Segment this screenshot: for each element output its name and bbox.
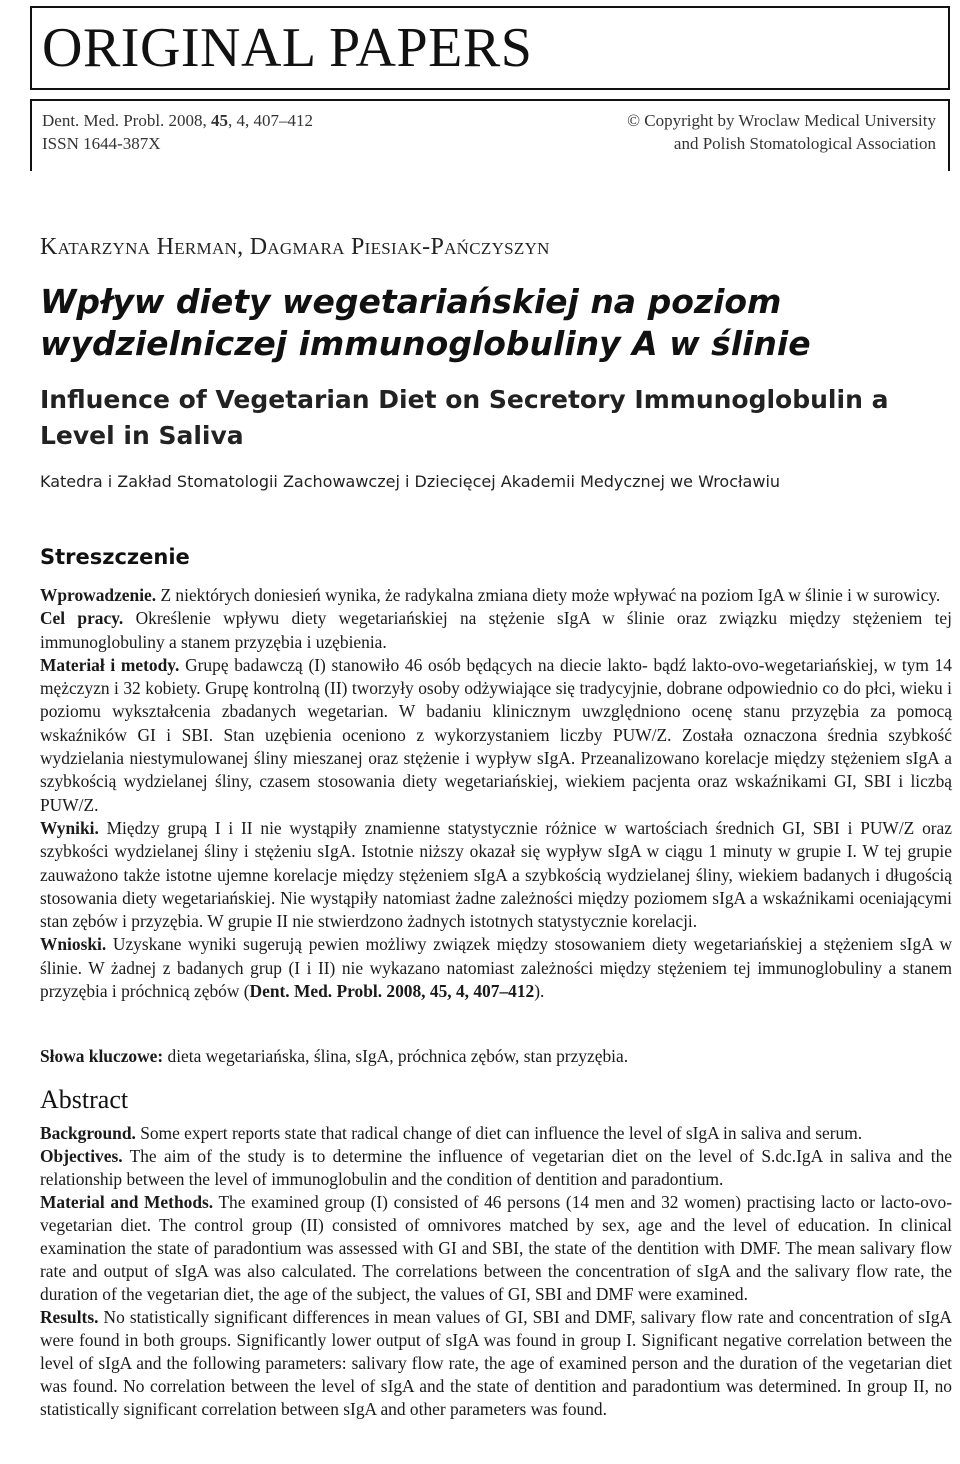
section-text: The aim of the study is to determine the influence of vegetarian diet on the level of S.dc.IgA in saliva and the relationship between the level of immunoglobulin and the condition of dentition and paradontium. <box>40 1146 952 1189</box>
section-text: Między grupą I i II nie wystąpiły znamienne statystycznie różnice w wartościach średnich GI, SBI i PUW/Z oraz szybkości wydzielanej śliny i stężeniu sIgA. Istotnie niższy okazał się wypływ sIgA w ciągu 1 minuty w grupie I. W tej grupie zauważono także istotne ujemne korelacje między stężeniem sIgA a szybkością wydzielanej śliny, wiekiem badanych i długością stosowania diety wegetariańskiej. Nie wystąpiły natomiast żadne zależności między poziomem sIgA a wskaźnikami oceniającymi stan zębów i przyzębia. W grupie II nie stwierdzono żadnych istotnych statystycznie korelacji. <box>40 817 952 932</box>
section-label: Wnioski. <box>40 934 107 955</box>
section-text: The examined group (I) consisted of 46 persons (14 men and 32 women) practising lacto or lacto-ovo-vegetarian diet. The control group (II) consisted of omnivores matched by sex, age and the level of education. In clinical examination the state of paradontium was assessed with GI and SBI, the state of the dentition with DMF. The mean salivary flow rate and output of sIgA was also calculated. The correlations between the concentration of sIgA and the salivary flow rate, the duration of the vegetarian diet, the age of the subject, the values of GI, SBI and DMF were examined. <box>40 1192 952 1304</box>
section-label: Results. <box>40 1307 99 1327</box>
streszczenie-section-results <box>40 817 952 933</box>
section-text: Określenie wpływu diety wegetariańskiej na stężenie sIgA w ślinie oraz związku między stężeniem tej immunoglobuliny a stanem przyzębia i uzębienia. <box>40 608 952 652</box>
author-affiliation: Katedra i Zakład Stomatologii Zachowawczej i Dziecięcej Akademii Medycznej we Wrocławiu <box>40 472 781 491</box>
abstract-section-results <box>40 1306 952 1421</box>
abstract-section-methods <box>40 1191 952 1306</box>
journal-name: Dent. Med. Probl. 2008, <box>42 111 212 130</box>
section-title: ORIGINAL PAPERS <box>42 17 533 79</box>
copyright-line2: and Polish Stomatological Association <box>673 134 936 153</box>
streszczenie-section-methods <box>40 654 952 817</box>
section-label: Wyniki. <box>40 817 99 838</box>
article-title-english: Influence of Vegetarian Diet on Secretory Immunoglobulin a Level in Saliva <box>40 385 889 450</box>
section-text: Grupę badawczą (I) stanowiło 46 osób będących na diecie lakto- bądź lakto-ovo-wegetariańskiej, w tym 14 mężczyzn i 32 kobiety. Grupę kontrolną (II) tworzyły osoby odżywiające się tradycyjnie, dobrane odpowiednio co do płci, wieku i poziomu wykształcenia zbadanych wegetarian. W badaniu klinicznym uwzględniono ocenę stanu przyzębia za pomocą wskaźników GI i SBI. Stan uzębienia oceniono z wykorzystaniem liczby PUW/Z. Została oznaczona średnia szybkość wydzielania niestymulowanej śliny mieszanej oraz stężenie i wypływ sIgA. Przeanalizowano korelacje między stężeniem sIgA a szybkością wydzielanej śliny, czasem stosowania diety wegetariańskiej, wiekiem pacjenta oraz wskaźnikami GI, SBI i liczbą PUW/Z. <box>40 654 952 815</box>
section-label: Material and Methods. <box>40 1192 214 1212</box>
abstract-body <box>40 1122 952 1421</box>
abstract-heading: Abstract <box>40 1085 129 1114</box>
section-text: Z niektórych doniesień wynika, że radykalna zmiana diety może wpływać na poziom IgA w ślinie i w surowicy. <box>156 585 941 605</box>
section-label: Wprowadzenie. <box>40 585 157 605</box>
abstract-section-objectives <box>40 1145 952 1191</box>
frame-left-rule <box>30 101 32 171</box>
journal-meta-box <box>30 99 950 171</box>
section-text: No statistically significant differences in mean values of GI, SBI and DMF, salivary flow rate and concentration of sIgA were found in both groups. Significantly lower output of sIgA was found in group I. Significant negative correlation between the level of sIgA and the following parameters: salivary flow rate, the age of examined person and the duration of the vegetarian diet was found. No correlation between the level of sIgA and the state of dentition and paradontium was determined. In group II, no statistically significant correlation between sIgA and other parameters was found. <box>40 1307 952 1419</box>
abstract-section-background <box>40 1122 952 1145</box>
section-label: Cel pracy. <box>40 608 124 629</box>
section-label: Background. <box>40 1123 136 1143</box>
citation-reference: Dent. Med. Probl. 2008, 45, 4, 407–412 <box>249 981 535 1002</box>
journal-volume: 45 <box>211 111 229 130</box>
section-header-box <box>30 6 950 90</box>
streszczenie-section-aim <box>40 607 952 654</box>
section-label: Objectives. <box>40 1146 123 1166</box>
keywords-text: dieta wegetariańska, ślina, sIgA, próchnica zębów, stan przyzębia. <box>163 1046 629 1066</box>
streszczenie-section-conclusions <box>40 933 952 1003</box>
article-title-polish: Wpływ diety wegetariańskiej na poziom wydzielniczej immunoglobuliny A w ślinie <box>40 282 811 363</box>
section-text-end: ). <box>534 981 545 1002</box>
streszczenie-heading: Streszczenie <box>40 545 190 569</box>
frame-right-rule <box>948 101 950 171</box>
journal-citation <box>42 109 313 155</box>
keywords-label: Słowa kluczowe: <box>40 1046 164 1066</box>
keywords-polish <box>40 1046 952 1067</box>
section-text: Uzyskane wyniki sugerują pewien możliwy związek między stosowaniem diety wegetariańskiej a stężeniem sIgA w ślinie. W żadnej z badanych grup (I i II) nie wykazano natomiast zależności między stężeniem tej immunoglobuliny a stanem przyzębia i próchnicą zębów ( <box>40 934 952 1002</box>
journal-issn: ISSN 1644-387X <box>42 134 161 153</box>
journal-pages: , 4, 407–412 <box>228 111 314 130</box>
streszczenie-body <box>40 584 952 1003</box>
streszczenie-section-intro <box>40 584 952 607</box>
journal-citation-line1 <box>42 109 313 132</box>
article-authors: Katarzyna Herman, Dagmara Piesiak-Pańczyszyn <box>40 234 550 260</box>
section-label: Materiał i metody. <box>40 654 180 675</box>
copyright-line1: © Copyright by Wroclaw Medical University <box>627 111 936 130</box>
copyright-notice <box>627 109 936 155</box>
section-text: Some expert reports state that radical change of diet can influence the level of sIgA in saliva and serum. <box>135 1123 863 1143</box>
